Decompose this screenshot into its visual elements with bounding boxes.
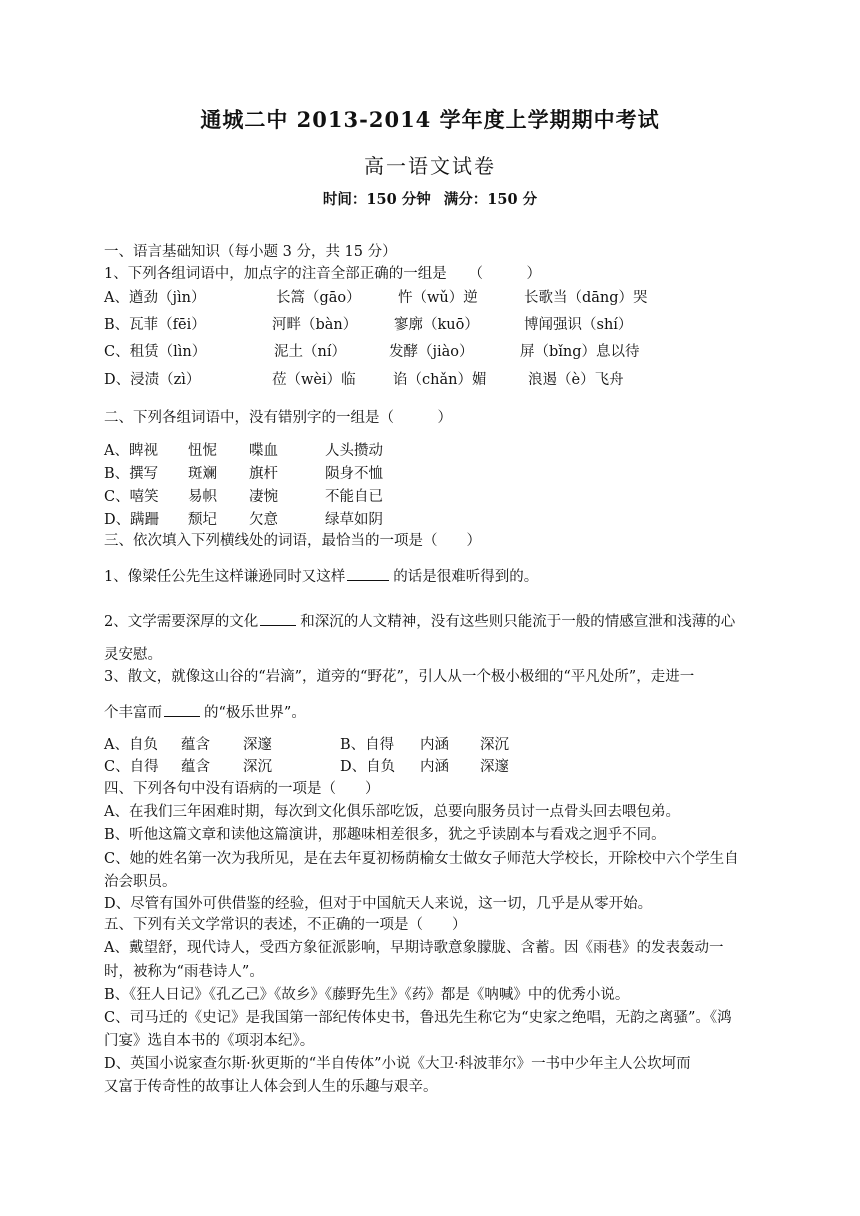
section4-heading: 四、下列各句中没有语病的一项是（ ） (104, 781, 380, 797)
exam-title: 通城二中 2013-2014 学年度上学期期中考试 (200, 107, 660, 132)
q3-option-c: C、自得 (104, 759, 159, 775)
q2-option-d-word3: 欠意 (249, 512, 278, 528)
q5-option-a-cont: 时，被称为“雨巷诗人”。 (104, 964, 264, 980)
q1-option-a-word2: 长篙（gāo） (276, 290, 361, 306)
q3-sentence-3-cont (104, 702, 306, 723)
q2-option-d-word2: 颓圮 (188, 512, 217, 528)
q3-option-a: A、自负 (104, 737, 158, 753)
q3-option-d: D、自负 (340, 759, 396, 775)
q1-option-d-word2: 莅（wèi）临 (272, 372, 356, 388)
q4-option-d: D、尽管有国外可供借鉴的经验，但对于中国航天人来说，这一切，几乎是从零开始。 (104, 896, 653, 912)
q2-option-c-word2: 易帜 (188, 489, 217, 505)
q1-option-b-word3: 寥廓（kuō） (394, 317, 479, 333)
q5-option-d-cont: 又富于传奇性的故事让人体会到人生的乐趣与艰辛。 (104, 1079, 438, 1095)
q1-option-a: A、遒劲（jìn） (104, 290, 206, 306)
q2-option-c: C、嘻笑 (104, 489, 159, 505)
q2-option-a-word4: 人头攒动 (325, 443, 383, 459)
q3-s3-text-b: 个丰富而 (104, 705, 162, 721)
question-1: 1、下列各组词语中，加点字的注音全部正确的一组是 （ ） (104, 266, 541, 282)
q1-option-b-word2: 河畔（bàn） (272, 317, 358, 333)
q1-option-c: C、租赁（lìn） (104, 344, 207, 360)
fill-blank-2 (260, 611, 296, 626)
q3-option-c-word3: 深沉 (243, 759, 272, 775)
q3-option-d-word3: 深邃 (480, 759, 509, 775)
fill-blank-3 (164, 702, 200, 717)
q1-option-c-word3: 发酵（jiào） (389, 344, 474, 360)
q2-option-b: B、撰写 (104, 466, 159, 482)
q3-option-c-word2: 蕴含 (181, 759, 210, 775)
q3-s1-text-b: 的话是很难听得到的。 (393, 569, 539, 585)
q2-option-a-word2: 忸怩 (188, 443, 217, 459)
q4-option-b: B、听他这篇文章和读他这篇演讲，那趣味相差很多，犹之乎读剧本与看戏之迥乎不同。 (104, 827, 666, 843)
q4-option-c: C、她的姓名第一次为我所见，是在去年夏初杨荫榆女士做女子师范大学校长，开除校中六个学生自 (104, 851, 739, 867)
q1-option-a-word3: 忤（wǔ）逆 (398, 290, 478, 306)
score-label: 满分：150 分 (443, 191, 538, 208)
section1-heading: 一、语言基础知识（每小题 3 分，共 15 分） (104, 244, 397, 260)
q3-s2-text-a: 2、文学需要深厚的文化 (104, 614, 259, 630)
exam-info (0, 190, 860, 210)
q2-option-a-word3: 喋血 (249, 443, 278, 459)
time-label: 时间：150 分钟 (322, 191, 431, 208)
q2-option-b-word3: 旗杆 (249, 466, 278, 482)
q1-option-d: D、浸渍（zì） (104, 372, 201, 388)
q4-option-a: A、在我们三年困难时期，每次到文化俱乐部吃饭，总要向服务员讨一点骨头回去喂包弟。 (104, 804, 680, 820)
q3-s2-text-b: 和深沉的人文精神，没有这些则只能流于一般的情感宣泄和浅薄的心 (300, 614, 736, 630)
q2-option-c-word4: 不能自已 (325, 489, 383, 505)
q3-option-b-word2: 内涵 (420, 737, 449, 753)
q1-option-d-word4: 浪遏（è）飞舟 (528, 372, 624, 388)
q3-sentence-3: 3、散文，就像这山谷的“岩滴”，道旁的“野花”，引人从一个极小极细的“平凡处所”，走进一 (104, 669, 695, 685)
q3-option-a-word2: 蕴含 (181, 737, 210, 753)
fill-blank-1 (347, 566, 389, 581)
q3-option-d-word2: 内涵 (420, 759, 449, 775)
q5-option-c: C、司马迁的《史记》是我国第一部纪传体史书，鲁迅先生称它为“史家之绝唱，无韵之离骚”。《鸿 (104, 1010, 732, 1026)
q1-option-b: B、瓦菲（fēi） (104, 317, 206, 333)
q3-option-b-word3: 深沉 (480, 737, 509, 753)
section5-heading: 五、下列有关文学常识的表述，不正确的一项是（ ） (104, 917, 467, 933)
q1-option-c-word2: 泥土（ní） (274, 344, 346, 360)
q3-sentence-1 (104, 566, 538, 587)
q2-option-a: A、睥视 (104, 443, 158, 459)
q1-option-d-word3: 谄（chǎn）媚 (393, 372, 487, 388)
q3-s1-text-a: 1、像梁任公先生这样谦逊同时又这样 (104, 569, 346, 585)
q1-option-a-word4: 长歌当（dāng）哭 (524, 290, 648, 306)
q2-option-c-word3: 凄惋 (249, 489, 278, 505)
q5-option-c-cont: 门宴》选自本书的《项羽本纪》。 (104, 1033, 315, 1049)
q5-option-a: A、戴望舒，现代诗人，受西方象征派影响，早期诗歌意象朦胧、含蓄。因《雨巷》的发表轰动一 (104, 940, 724, 956)
q2-option-d-word4: 绿草如阴 (325, 512, 383, 528)
q3-sentence-2 (104, 611, 735, 632)
q2-option-d: D、蹒跚 (104, 512, 160, 528)
q3-sentence-2-cont: 灵安慰。 (104, 647, 162, 663)
q5-option-b: B、《狂人日记》《孔乙己》《故乡》《藤野先生》《药》都是《呐喊》中的优秀小说。 (104, 987, 630, 1003)
q2-option-b-word2: 斑斓 (188, 466, 217, 482)
q3-s3-text-c: 的“极乐世界”。 (204, 705, 306, 721)
q1-option-b-word4: 博闻强识（shí） (524, 317, 633, 333)
section3-heading: 三、依次填入下列横线处的词语，最恰当的一项是（ ） (104, 533, 481, 549)
q3-option-a-word3: 深邃 (243, 737, 272, 753)
q2-option-b-word4: 陨身不恤 (325, 466, 383, 482)
q3-option-b: B、自得 (340, 737, 395, 753)
q5-option-d: D、英国小说家查尔斯·狄更斯的“半自传体”小说《大卫·科波菲尔》一书中少年主人公坎坷而 (104, 1056, 691, 1072)
exam-subtitle: 高一语文试卷 (364, 154, 496, 178)
q4-option-c-cont: 治会职员。 (104, 874, 177, 890)
section2-heading: 二、下列各组词语中，没有错别字的一组是（ ） (104, 410, 452, 426)
q1-option-c-word4: 屏（bǐng）息以待 (520, 344, 640, 360)
